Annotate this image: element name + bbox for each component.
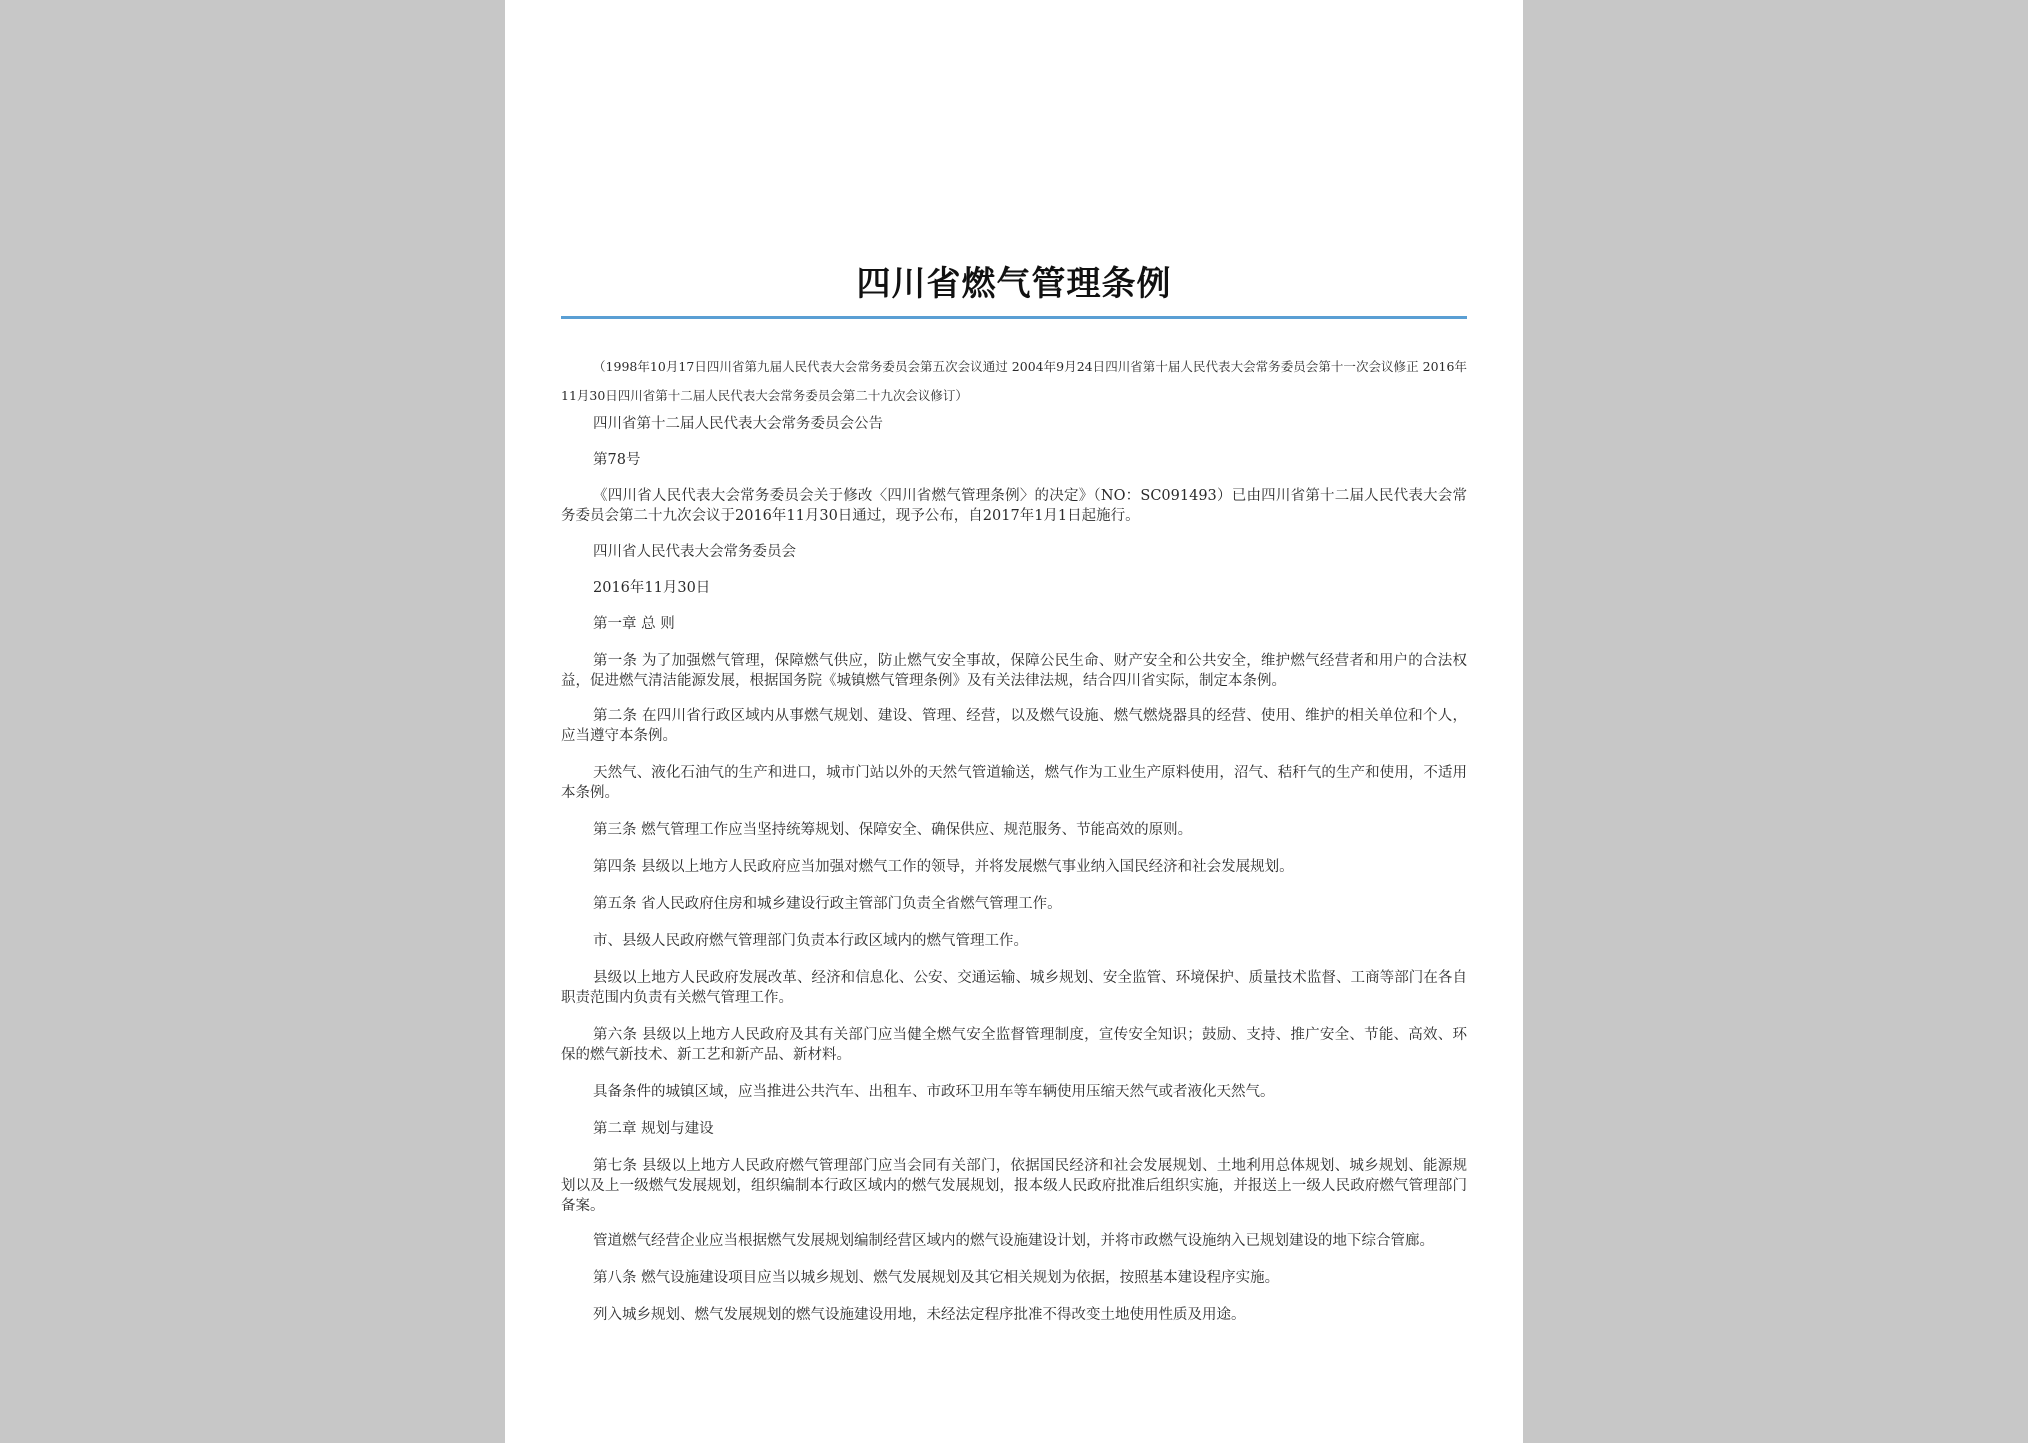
- chapter-heading: 第二章 规划与建设: [593, 1121, 714, 1137]
- article-paragraph: 第一条 为了加强燃气管理，保障燃气供应，防止燃气安全事故，保障公民生命、财产安全和公共安全，维护燃气经营者和用户的合法权益，促进燃气清洁能源发展，根据国务院《城镇燃气管理条例》及有关法律法规，结合四川省实际，制定本条例。: [561, 653, 1467, 689]
- paragraph: 县级以上地方人民政府发展改革、经济和信息化、公安、交通运输、城乡规划、安全监管、环境保护、质量技术监督、工商等部门在各自职责范围内负责有关燃气管理工作。: [561, 970, 1467, 1006]
- article-paragraph: 第五条 省人民政府住房和城乡建设行政主管部门负责全省燃气管理工作。: [593, 896, 1062, 912]
- paragraph: 具备条件的城镇区域，应当推进公共汽车、出租车、市政环卫用车等车辆使用压缩天然气或者液化天然气。: [593, 1084, 1275, 1100]
- article-paragraph: 第二条 在四川省行政区域内从事燃气规划、建设、管理、经营，以及燃气设施、燃气燃烧器具的经营、使用、维护的相关单位和个人，应当遵守本条例。: [561, 708, 1467, 744]
- article-paragraph: 第八条 燃气设施建设项目应当以城乡规划、燃气发展规划及其它相关规划为依据，按照基本建设程序实施。: [593, 1270, 1280, 1286]
- article-paragraph: 第六条 县级以上地方人民政府及其有关部门应当健全燃气安全监督管理制度，宣传安全知识；鼓励、支持、推广安全、节能、高效、环保的燃气新技术、新工艺和新产品、新材料。: [561, 1027, 1467, 1063]
- legislative-history-note: （1998年10月17日四川省第九届人民代表大会常务委员会第五次会议通过 2004年9月24日四川省第十届人民代表大会常务委员会第十一次会议修正 2016年11月30日四川省第十二届人民代表大会常务委员会第二十九次会议修订）: [561, 359, 1467, 403]
- paragraph: 四川省第十二届人民代表大会常务委员会公告: [593, 416, 883, 432]
- paragraph: 第78号: [593, 452, 641, 468]
- chapter-heading: 第一章 总 则: [593, 616, 675, 632]
- article-paragraph: 第三条 燃气管理工作应当坚持统筹规划、保障安全、确保供应、规范服务、节能高效的原则。: [593, 822, 1193, 838]
- paragraph: 2016年11月30日: [593, 580, 711, 596]
- paragraph: 《四川省人民代表大会常务委员会关于修改〈四川省燃气管理条例〉的决定》（NO：SC091493）已由四川省第十二届人民代表大会常务委员会第二十九次会议于2016年11月30日通过，现予公布，自2017年1月1日起施行。: [561, 488, 1467, 524]
- article-paragraph: 第七条 县级以上地方人民政府燃气管理部门应当会同有关部门，依据国民经济和社会发展规划、土地利用总体规划、城乡规划、能源规划以及上一级燃气发展规划，组织编制本行政区域内的燃气发展规划，报本级人民政府批准后组织实施，并报送上一级人民政府燃气管理部门备案。: [561, 1158, 1467, 1214]
- paragraph: 天然气、液化石油气的生产和进口，城市门站以外的天然气管道输送，燃气作为工业生产原料使用，沼气、秸秆气的生产和使用，不适用本条例。: [561, 765, 1467, 801]
- paragraph: 市、县级人民政府燃气管理部门负责本行政区域内的燃气管理工作。: [593, 933, 1028, 949]
- paragraph: 列入城乡规划、燃气发展规划的燃气设施建设用地，未经法定程序批准不得改变土地使用性质及用途。: [593, 1307, 1246, 1323]
- document-page: [505, 0, 1523, 1443]
- paragraph: 管道燃气经营企业应当根据燃气发展规划编制经营区域内的燃气设施建设计划，并将市政燃气设施纳入已规划建设的地下综合管廊。: [593, 1233, 1434, 1249]
- document-title: 四川省燃气管理条例: [856, 264, 1172, 304]
- paragraph: 四川省人民代表大会常务委员会: [593, 544, 796, 560]
- article-paragraph: 第四条 县级以上地方人民政府应当加强对燃气工作的领导，并将发展燃气事业纳入国民经济和社会发展规划。: [593, 859, 1294, 875]
- title-divider: [561, 316, 1467, 319]
- document-body: [561, 352, 1467, 1325]
